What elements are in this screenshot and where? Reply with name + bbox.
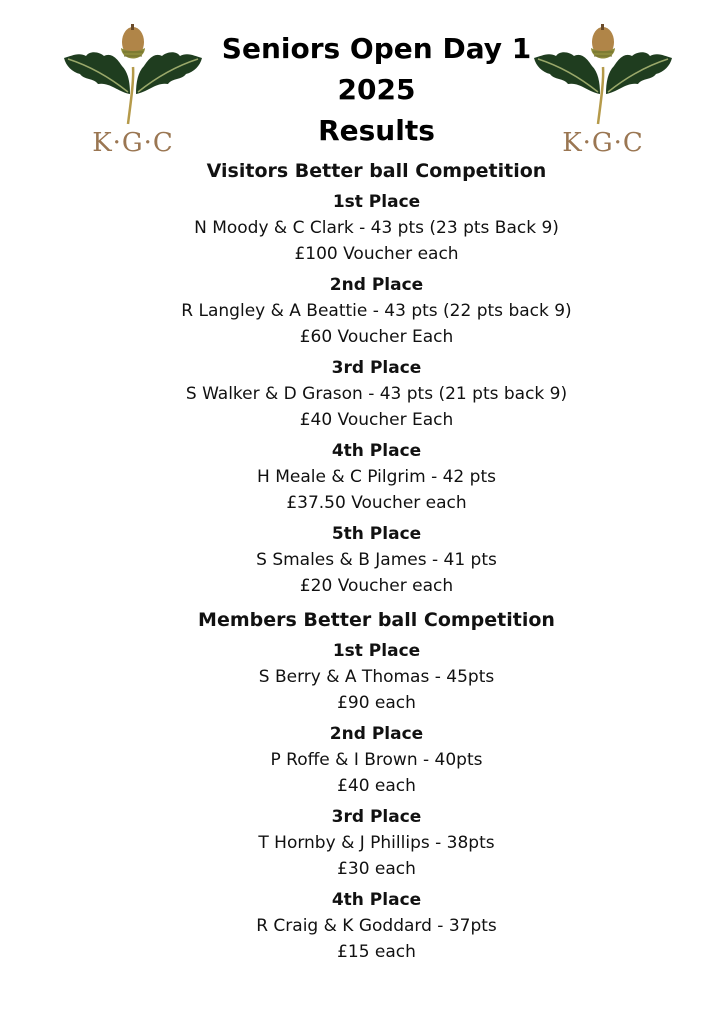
place-label: 4th Place (331, 441, 422, 461)
players-score: S Smales & B James - 41 pts (256, 550, 497, 570)
players-score: R Langley & A Beattie - 43 pts (22 pts back 9) (181, 301, 572, 321)
result-entry (150, 356, 603, 433)
prize: £37.50 Voucher each (286, 493, 467, 513)
players-score: H Meale & C Pilgrim - 42 pts (257, 467, 496, 487)
players-score: P Roffe & I Brown - 40pts (270, 750, 483, 770)
result-entry (150, 722, 603, 799)
results-content (150, 158, 603, 965)
result-entry (150, 190, 603, 267)
players-score: T Hornby & J Phillips - 38pts (258, 833, 495, 853)
place-label: 1st Place (332, 192, 421, 212)
visitors-heading: Visitors Better ball Competition (206, 160, 547, 182)
page-title (160, 28, 593, 151)
prize: £60 Voucher Each (299, 327, 454, 347)
result-entry (150, 805, 603, 882)
prize: £40 Voucher Each (299, 410, 454, 430)
place-label: 2nd Place (329, 724, 424, 744)
place-label: 1st Place (332, 641, 421, 661)
title-line-results: Results (318, 114, 435, 147)
title-line-event: Seniors Open Day 1 (221, 32, 532, 65)
prize: £30 each (337, 859, 416, 879)
title-line-year: 2025 (337, 73, 416, 106)
members-heading: Members Better ball Competition (198, 609, 555, 631)
players-score: S Walker & D Grason - 43 pts (21 pts back 9) (185, 384, 568, 404)
place-label: 3rd Place (331, 807, 422, 827)
place-label: 3rd Place (331, 358, 422, 378)
result-entry (150, 639, 603, 716)
place-label: 5th Place (331, 524, 422, 544)
players-score: S Berry & A Thomas - 45pts (258, 667, 495, 687)
club-initials: K·G·C (92, 128, 174, 158)
prize: £100 Voucher each (294, 244, 459, 264)
players-score: R Craig & K Goddard - 37pts (256, 916, 497, 936)
place-label: 4th Place (331, 890, 422, 910)
players-score: N Moody & C Clark - 43 pts (23 pts Back 9) (194, 218, 559, 238)
prize: £90 each (337, 693, 416, 713)
prize: £20 Voucher each (299, 576, 454, 596)
prize: £15 each (337, 942, 416, 962)
prize: £40 each (337, 776, 416, 796)
result-entry (150, 439, 603, 516)
place-label: 2nd Place (329, 275, 424, 295)
result-entry (150, 273, 603, 350)
result-entry (150, 522, 603, 599)
club-initials: K·G·C (562, 128, 644, 158)
result-entry (150, 888, 603, 965)
